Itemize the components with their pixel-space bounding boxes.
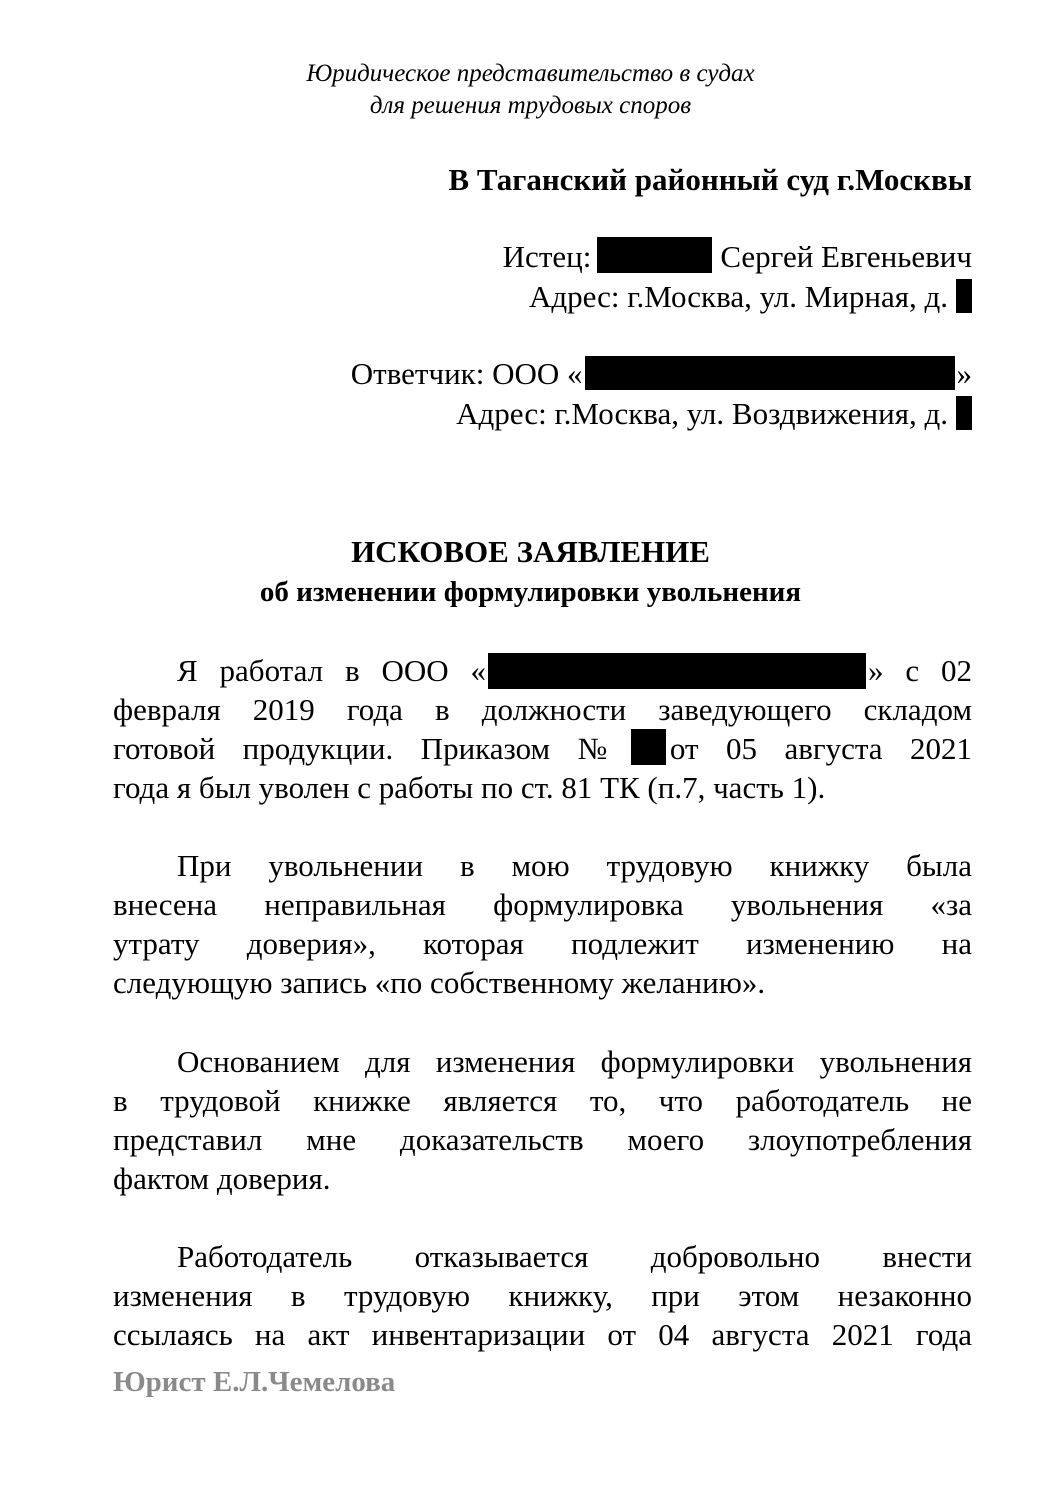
paragraph-line: года я был уволен с работы по ст. 81 ТК (п.7, часть 1). [113, 770, 826, 805]
paragraph-line [113, 729, 972, 768]
text-fragment: » с 02 [868, 653, 972, 688]
redacted-house-number [956, 279, 972, 313]
court-name: В Таганский районный суд г.Москвы [448, 162, 972, 197]
plaintiff-address: Адрес: г.Москва, ул. Мирная, д. [528, 279, 948, 314]
paragraph-line [113, 651, 972, 690]
defendant-address: Адрес: г.Москва, ул. Воздвижения, д. [456, 396, 948, 431]
paragraph-line: Работодатель отказывается добровольно внести [177, 1239, 972, 1274]
firm-header-line-2: для решения трудовых споров [369, 92, 692, 119]
firm-header-line-1: Юридическое представительство в судах [306, 60, 755, 87]
defendant-label: Ответчик: ООО « [350, 356, 583, 391]
plaintiff-block [503, 237, 972, 317]
text-fragment: от 05 августа 2021 [669, 731, 973, 766]
defendant-close-quote: » [956, 356, 972, 391]
paragraph-line: Основанием для изменения формулировки увольнения [177, 1044, 972, 1079]
paragraph-line: внесена неправильная формулировка увольнения «за [113, 887, 972, 922]
paragraph-workbook-entry [113, 846, 972, 1002]
paragraph-line: утрату доверия», которая подлежит изменению на [113, 926, 972, 961]
defendant-address-line [351, 394, 972, 434]
paragraph-employment [113, 651, 972, 807]
paragraph-line: следующую запись «по собственному желанию». [113, 965, 766, 1000]
title-subtitle: об изменении формулировки увольнения [259, 576, 802, 608]
document-title [0, 532, 1061, 612]
paragraph-grounds [113, 1042, 972, 1198]
redacted-surname [597, 237, 712, 273]
title-main: ИСКОВОЕ ЗАЯВЛЕНИЕ [351, 534, 710, 569]
plaintiff-line [503, 237, 972, 277]
paragraph-employer-refusal [113, 1237, 972, 1354]
paragraph-line: изменения в трудовую книжку, при этом незаконно [113, 1278, 972, 1313]
firm-header [0, 58, 1061, 122]
defendant-line [351, 354, 972, 394]
paragraph-line: ссылаясь на акт инвентаризации от 04 августа 2021 года [113, 1317, 972, 1352]
paragraph-line: представил мне доказательств моего злоупотребления [113, 1122, 972, 1157]
paragraph-line: При увольнении в мою трудовую книжку была [177, 848, 972, 883]
plaintiff-name: Сергей Евгеньевич [720, 239, 972, 274]
redacted-company-name [488, 653, 866, 689]
redacted-company-name [585, 356, 955, 390]
plaintiff-address-line [503, 277, 972, 317]
paragraph-line: в трудовой книжке является то, что работодатель не [113, 1083, 972, 1118]
text-fragment: готовой продукции. Приказом № [113, 731, 627, 766]
text-fragment: Я работал в ООО « [177, 653, 486, 688]
paragraph-line: февраля 2019 года в должности заведующего складом [113, 692, 972, 727]
lawyer-signature-footer: Юрист Е.Л.Чемелова [113, 1366, 396, 1398]
paragraph-line: фактом доверия. [113, 1161, 331, 1196]
redacted-order-number [631, 729, 666, 765]
redacted-house-number [956, 396, 972, 430]
plaintiff-label: Истец: [502, 239, 592, 274]
defendant-block [351, 354, 972, 434]
